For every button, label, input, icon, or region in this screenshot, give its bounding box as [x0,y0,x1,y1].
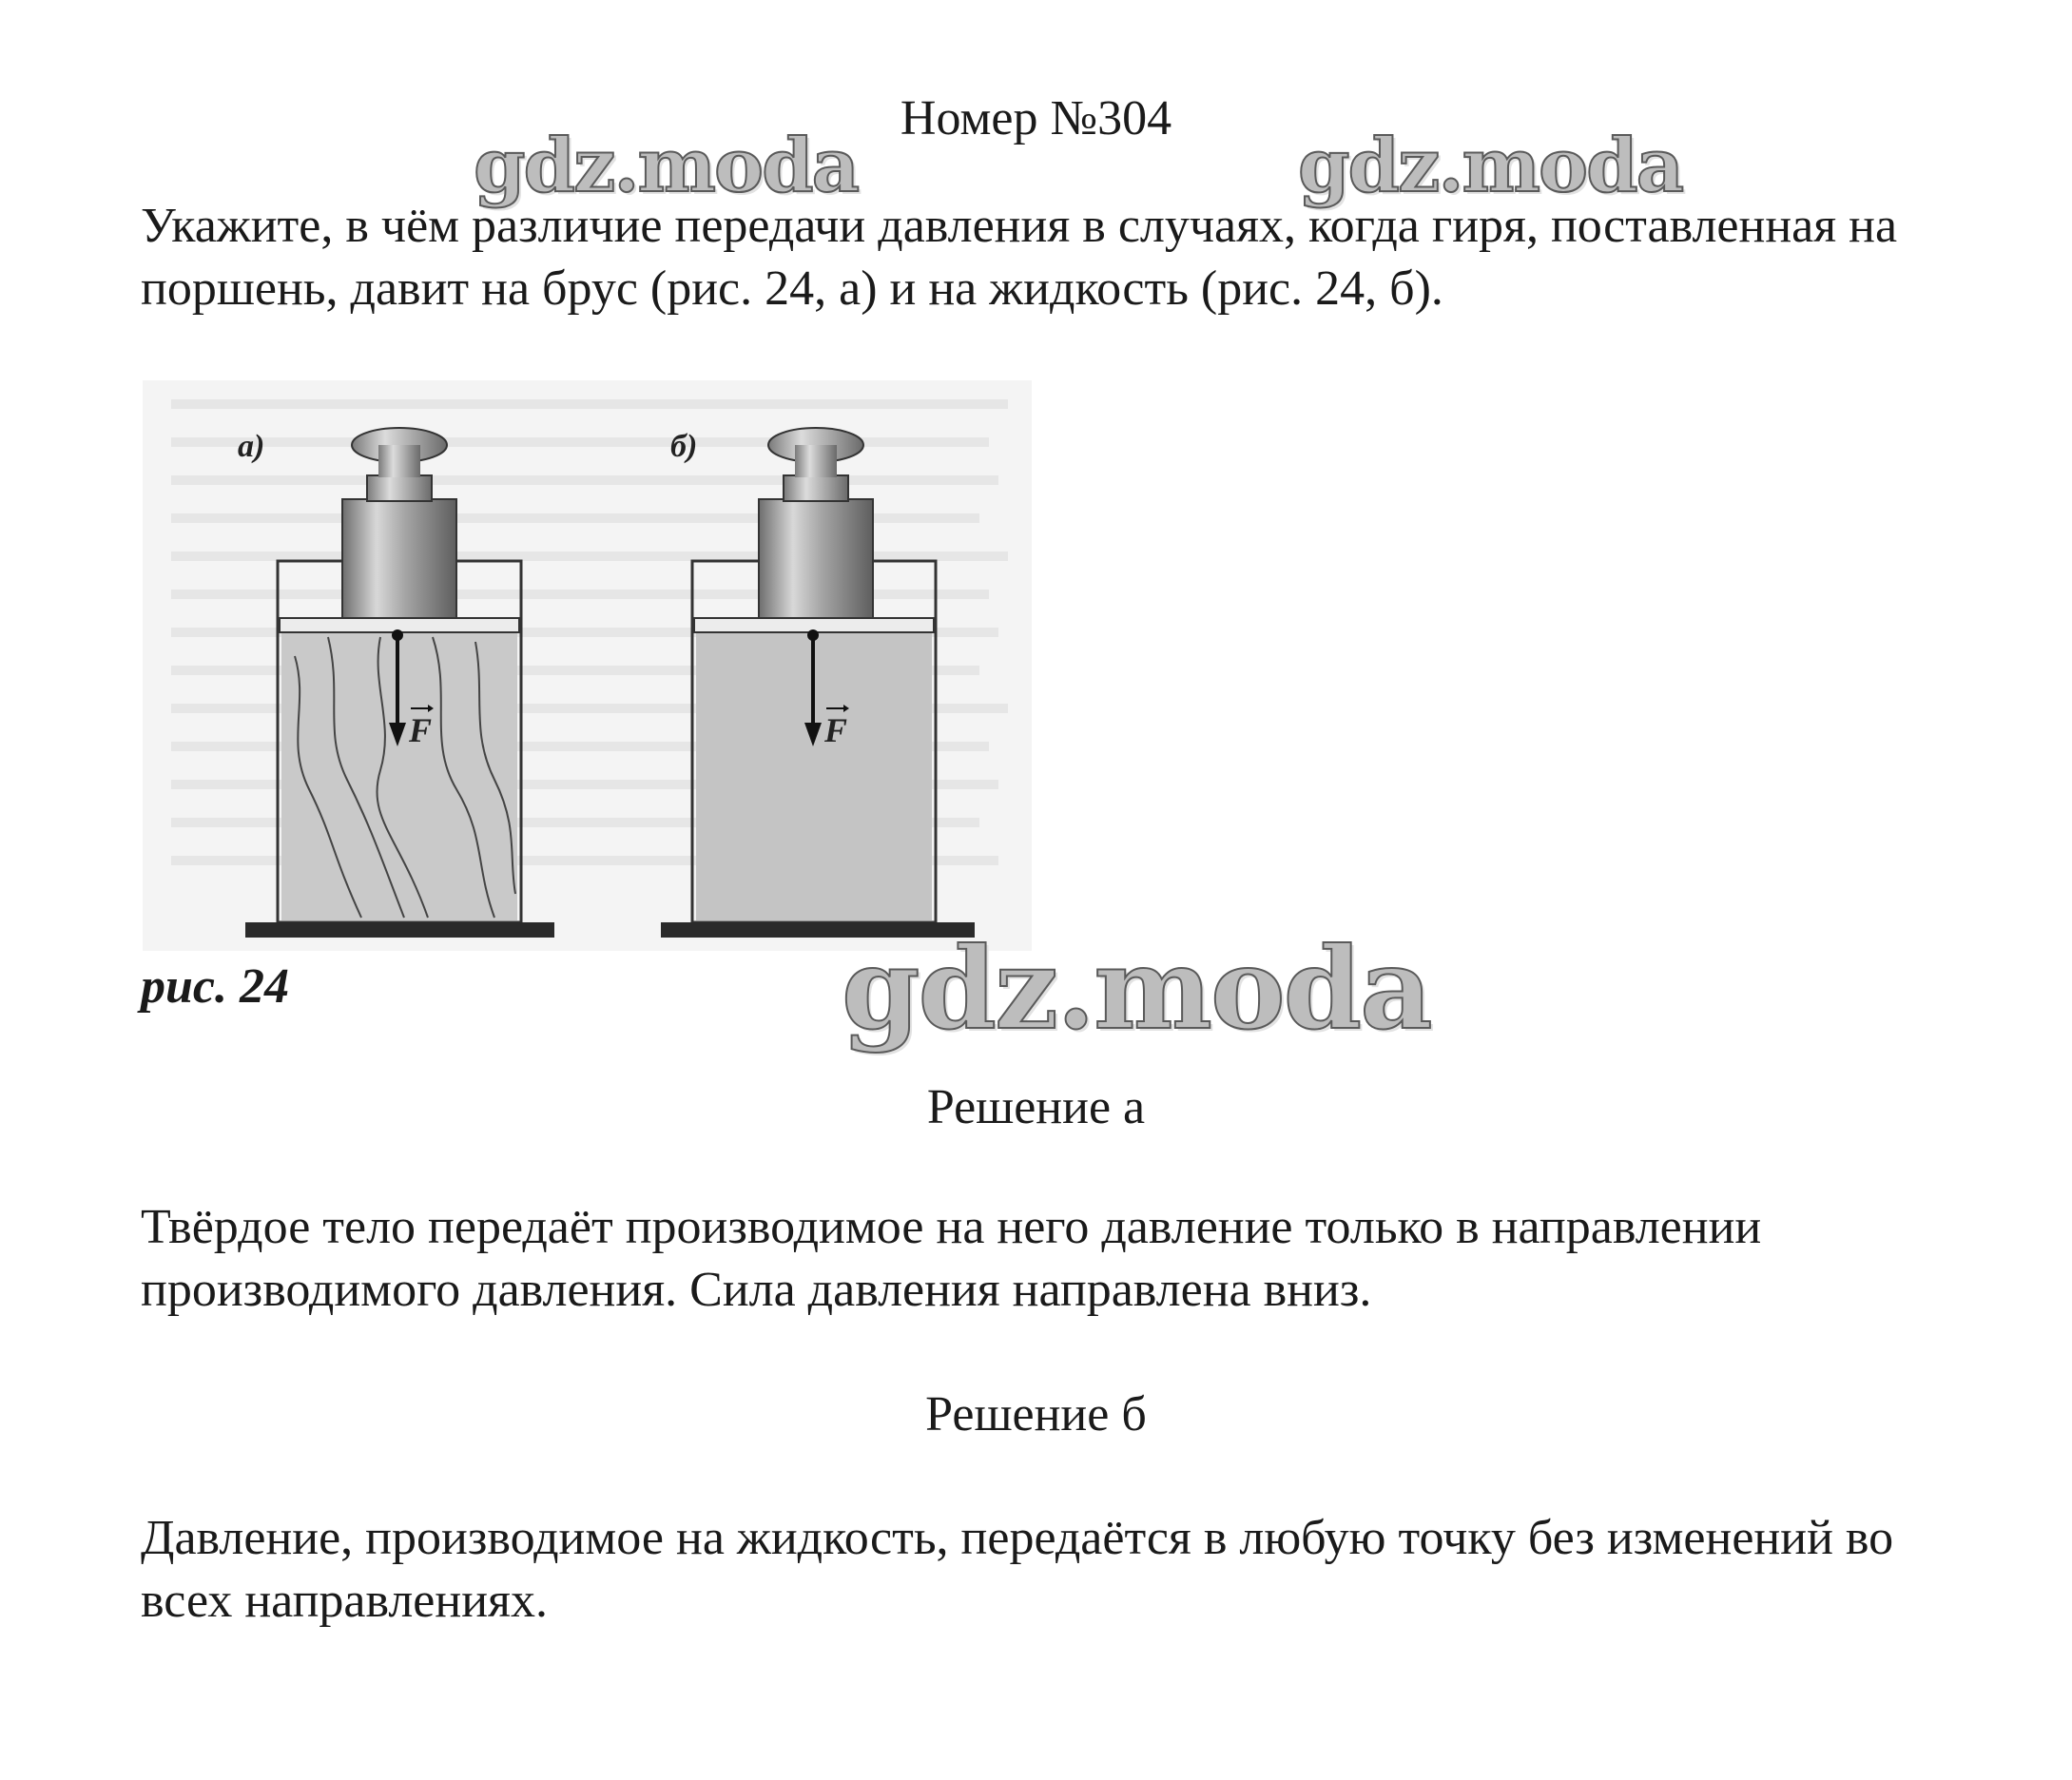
force-label-a: F [409,711,433,749]
watermark-logo: gdz.moda [1298,123,1683,209]
panel-a-label: а) [238,429,265,464]
figure-caption: рис. 24 [141,959,289,1014]
solution-a-heading: Решение а [926,1080,1146,1134]
watermark-logo: gdz.moda [474,123,859,209]
panel-b-label: б) [670,429,698,464]
force-label-b: F [824,711,848,749]
solution-a-text: Твёрдое тело передаёт производимое на него давление только в направлении производимого давления. Сила давления направлена вниз. [141,1200,1762,1317]
figure-24 [143,380,1032,951]
question-text: Укажите, в чём различие передачи давления в случаях, когда гиря, поставленная на поршень, давит на брус (рис. 24, а) и на жидкость (рис. 24, б). [141,199,1898,316]
watermark-logo: gdz.moda [842,922,1431,1054]
solution-b-text: Давление, производимое на жидкость, передаётся в любую точку без изменений во всех направлениях. [141,1511,1894,1628]
problem-title: Номер №304 [900,91,1172,145]
solution-b-heading: Решение б [925,1387,1147,1441]
